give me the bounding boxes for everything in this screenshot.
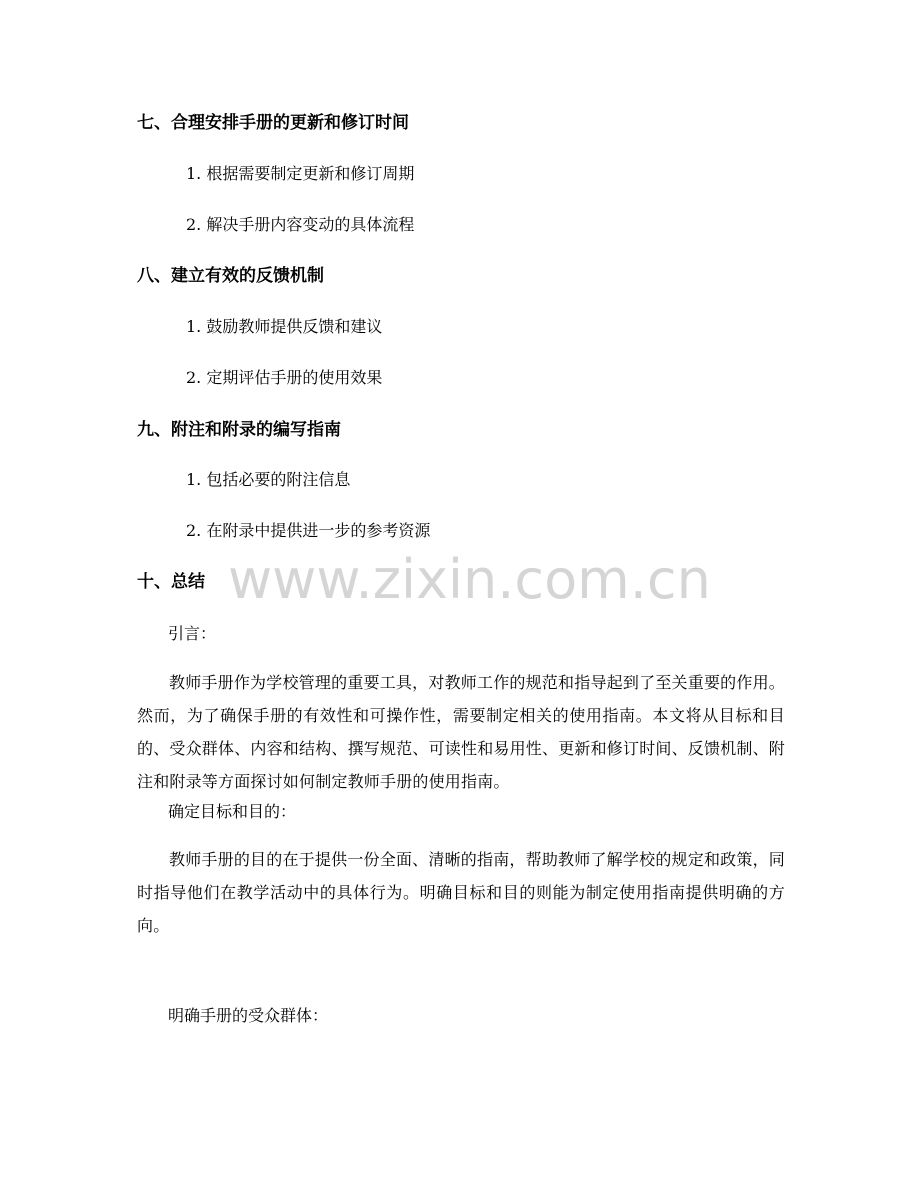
section-7-heading: 七、合理安排手册的更新和修订时间 [137, 113, 409, 133]
goal-label: 确定目标和目的： [168, 802, 297, 821]
watermark: www.zixin.com.cn [228, 548, 711, 611]
intro-label: 引言： [168, 624, 217, 643]
section-8-item-1: 1. 鼓励教师提供反馈和建议 [186, 317, 383, 336]
audience-label: 明确手册的受众群体： [168, 1006, 329, 1025]
section-9-heading: 九、附注和附录的编写指南 [137, 420, 341, 440]
section-8-item-2: 2. 定期评估手册的使用效果 [186, 368, 383, 387]
goal-paragraph: 教师手册的目的在于提供一份全面、清晰的指南，帮助教师了解学校的规定和政策，同时指导他们在教学活动中的具体行为。明确目标和目的则能为制定使用指南提供明确的方向。 [137, 850, 785, 935]
intro-paragraph: 教师手册作为学校管理的重要工具，对教师工作的规范和指导起到了至关重要的作用。然而，为了确保手册的有效性和可操作性，需要制定相关的使用指南。本文将从目标和目的、受众群体、内容和结构、撰写规范、可读性和易用性、更新和修订时间、反馈机制、附注和附录等方面探讨如何制定教师手册的使用指南。 [137, 673, 786, 791]
section-9-item-1: 1. 包括必要的附注信息 [186, 470, 351, 489]
section-8-heading: 八、建立有效的反馈机制 [137, 266, 324, 286]
section-7-item-1: 1. 根据需要制定更新和修订周期 [186, 164, 415, 183]
section-10-heading: 十、总结 [137, 572, 205, 592]
section-7-item-2: 2. 解决手册内容变动的具体流程 [186, 215, 415, 234]
section-9-item-2: 2. 在附录中提供进一步的参考资源 [186, 521, 431, 540]
